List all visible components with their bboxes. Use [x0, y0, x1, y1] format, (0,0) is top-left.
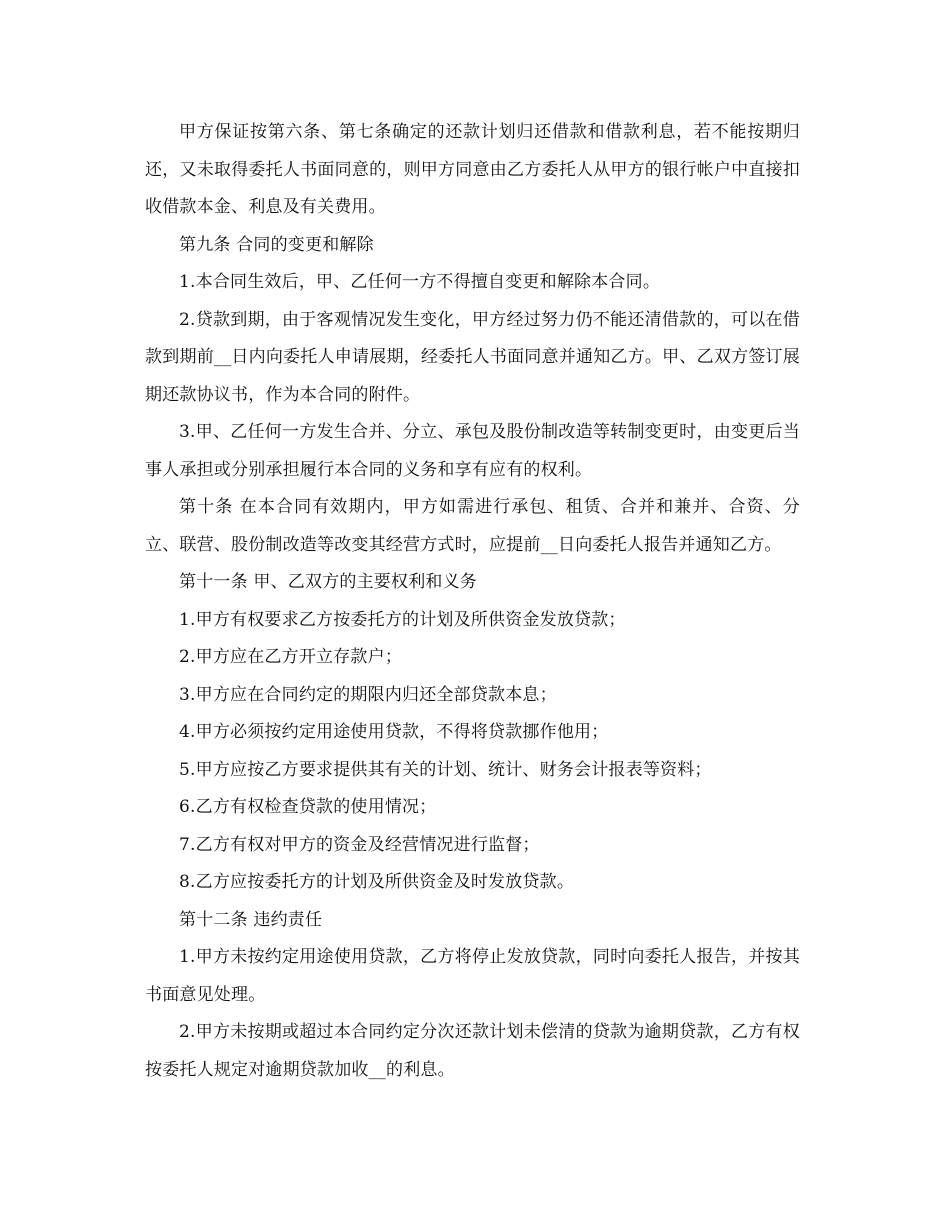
clause-11-6: 6.乙方有权检查贷款的使用情况； — [179, 797, 437, 817]
clause-9-1: 1.本合同生效后，甲、乙任何一方不得擅自变更和解除本合同。 — [179, 272, 661, 292]
clause-9-3: 3.甲、乙任何一方发生合并、分立、承包及股份制改造等转制变更时，由变更后当事人承担或分别承担履行本合同的义务和享有应有的权利。 — [145, 422, 800, 480]
heading-article-11: 第十一条 甲、乙双方的主要权利和义务 — [179, 572, 478, 592]
clause-11-4: 4.甲方必须按约定用途使用贷款，不得将贷款挪作他用； — [179, 722, 609, 742]
clause-11-7: 7.乙方有权对甲方的资金及经营情况进行监督； — [179, 834, 540, 855]
clause-12-2: 2.甲方未按期或超过本合同约定分次还款计划未偿清的贷款为逾期贷款，乙方有权按委托人规定对逾期贷款加收__的利息。 — [145, 1022, 800, 1080]
clause-11-8: 8.乙方应按委托方的计划及所供资金及时发放贷款。 — [179, 872, 575, 892]
clause-11-1: 1.甲方有权要求乙方按委托方的计划及所供资金发放贷款； — [179, 609, 626, 630]
document-body — [145, 114, 800, 1089]
paragraph-repayment-guarantee: 甲方保证按第六条、第七条确定的还款计划归还借款和借款利息，若不能按期归还，又未取得委托人书面同意的，则甲方同意由乙方委托人从甲方的银行帐户中直接扣收借款本金、利息及有关费用。 — [145, 122, 800, 217]
clause-12-1: 1.甲方未按约定用途使用贷款，乙方将停止发放贷款，同时向委托人报告，并按其书面意见处理。 — [145, 947, 800, 1005]
heading-article-9: 第九条 合同的变更和解除 — [179, 234, 374, 255]
clause-11-3: 3.甲方应在合同约定的期限内归还全部贷款本息； — [179, 684, 557, 705]
clause-11-5: 5.甲方应按乙方要求提供其有关的计划、统计、财务会计报表等资料； — [179, 759, 712, 780]
clause-9-2: 2.贷款到期，由于客观情况发生变化，甲方经过努力仍不能还清借款的，可以在借款到期前__日内向委托人申请展期，经委托人书面同意并通知乙方。甲、乙双方签订展期还款协议书，作为本合同的附件。 — [145, 309, 800, 405]
clause-11-2: 2.甲方应在乙方开立存款户； — [179, 647, 403, 667]
heading-article-12: 第十二条 违约责任 — [179, 909, 323, 930]
article-10: 第十条 在本合同有效期内，甲方如需进行承包、租赁、合并和兼并、合资、分立、联营、股份制改造等改变其经营方式时，应提前__日向委托人报告并通知乙方。 — [145, 497, 800, 555]
